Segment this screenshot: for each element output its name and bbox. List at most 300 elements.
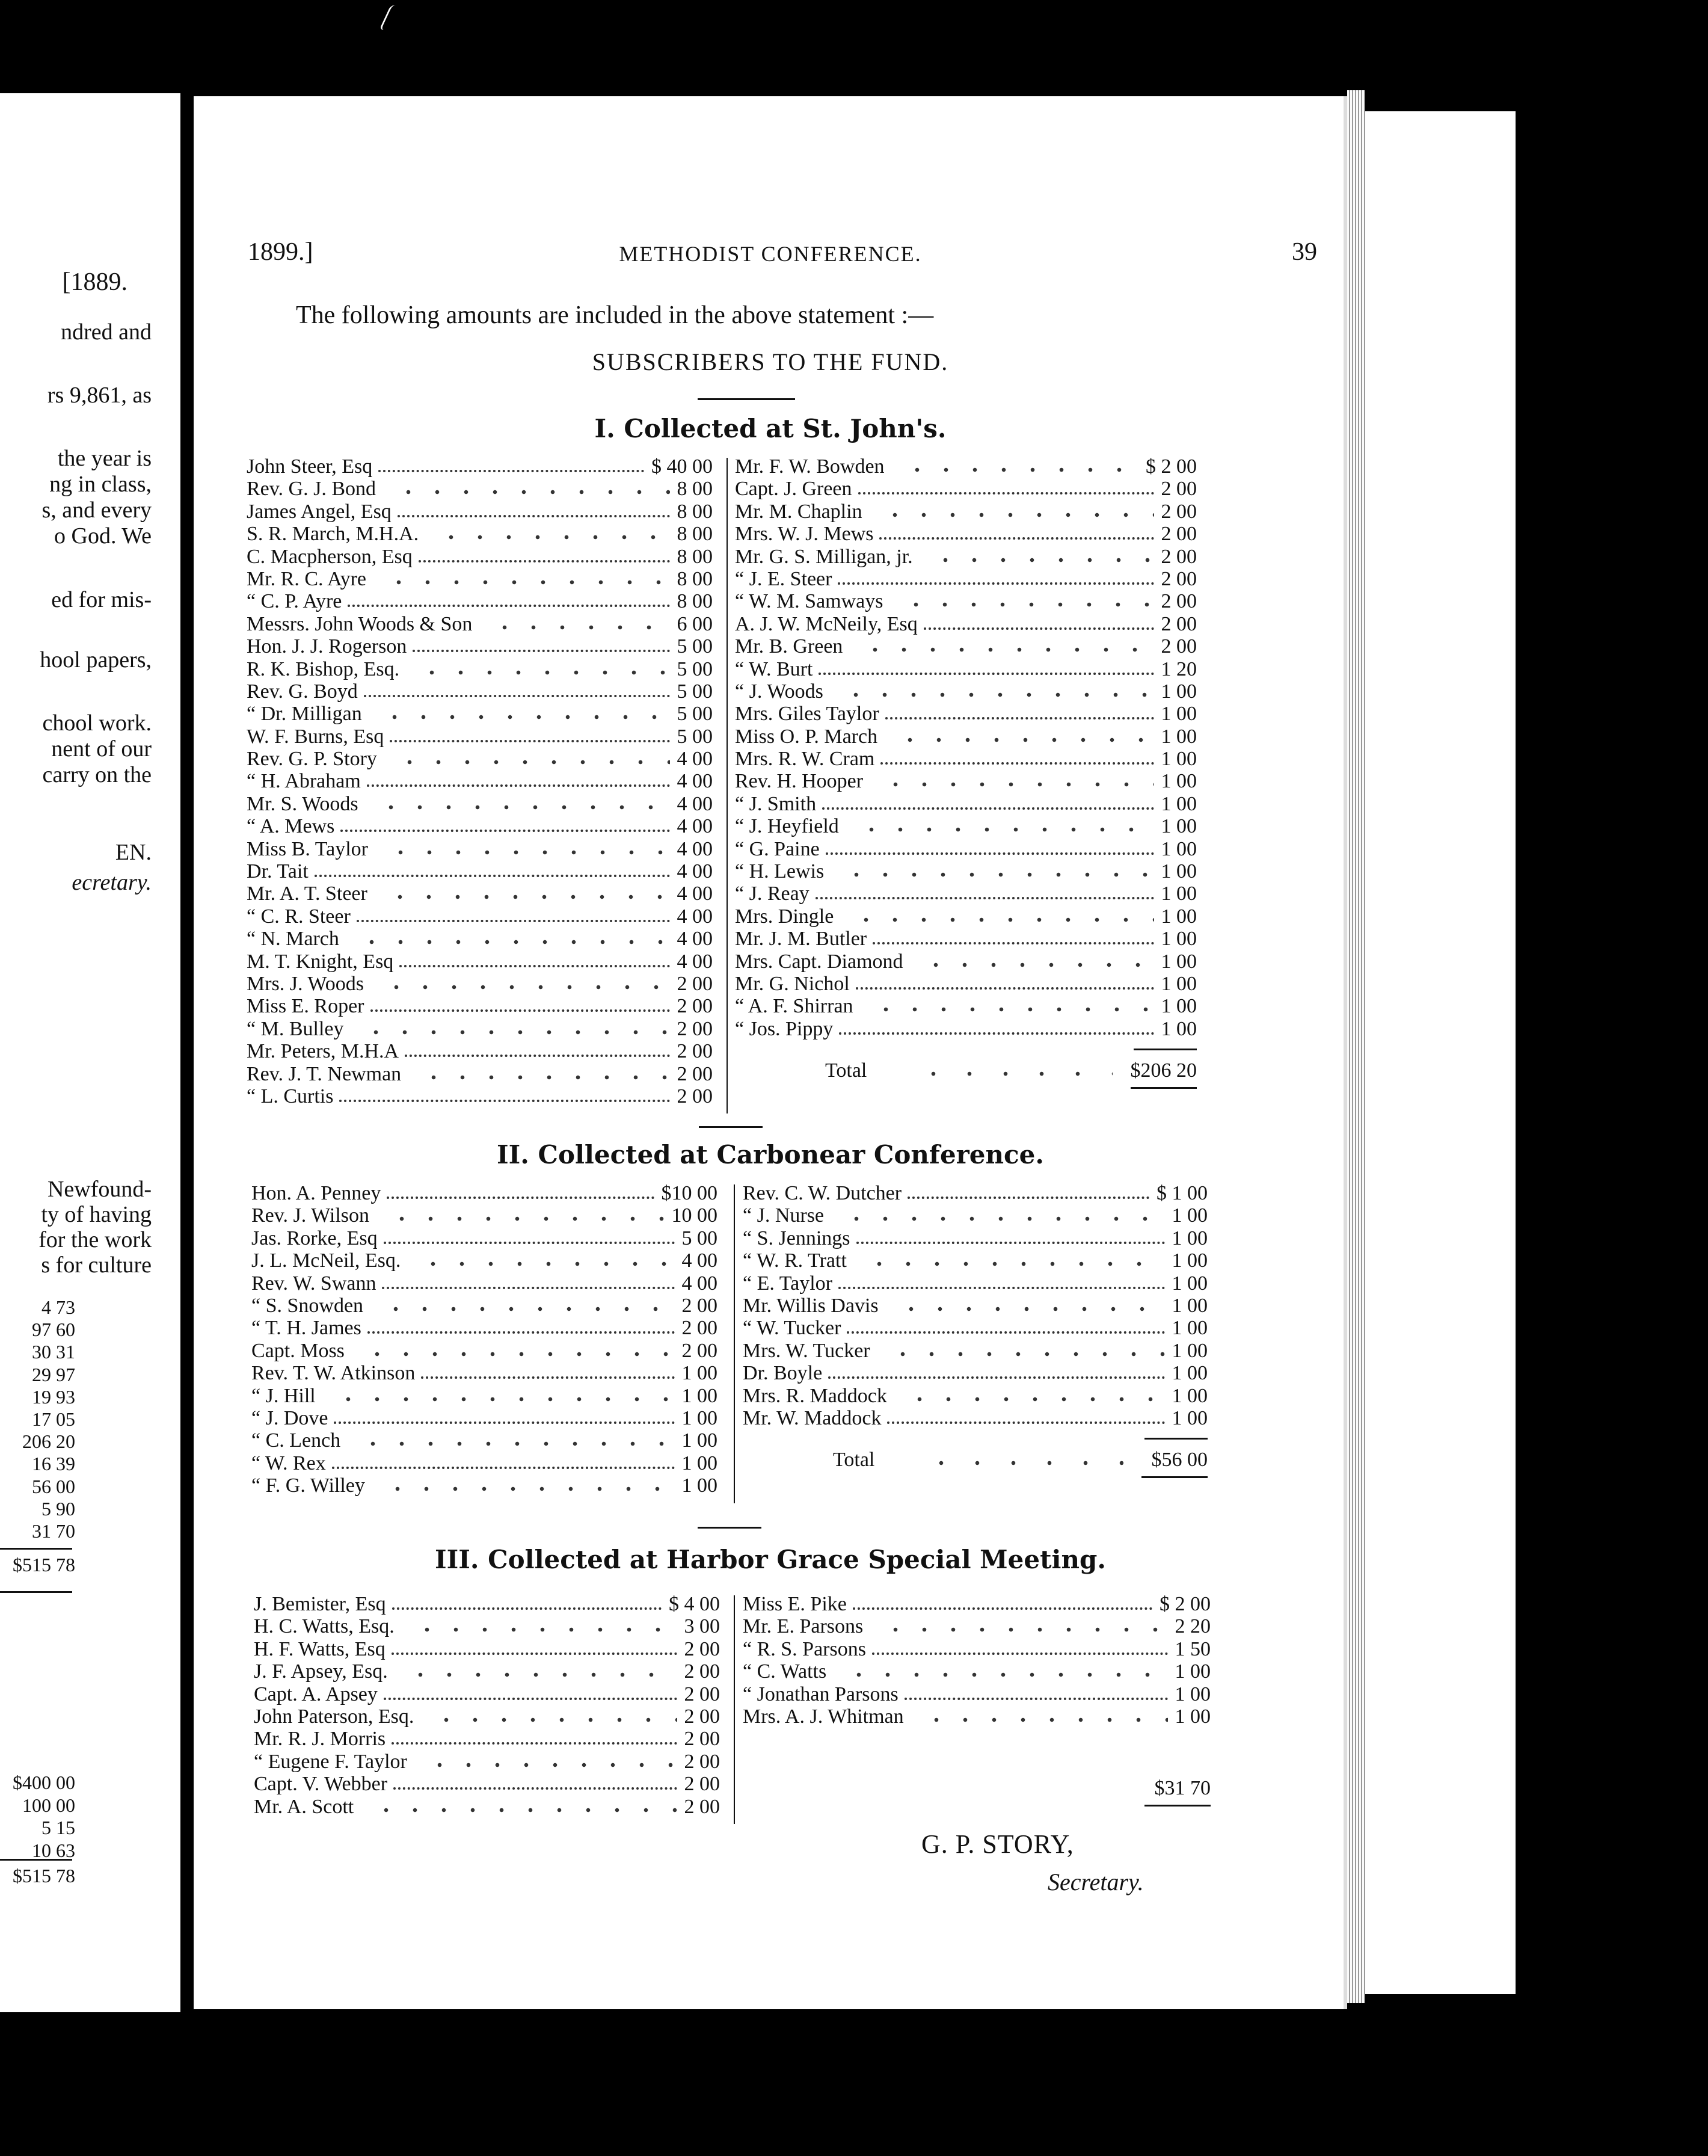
signature-role: Secretary.: [1048, 1868, 1144, 1896]
subscriber-name: H. F. Watts, Esq: [254, 1637, 386, 1660]
dot-leader: [924, 627, 1154, 630]
subscriber-name: “ J. E. Steer: [735, 567, 832, 590]
left-page-rule: [0, 1548, 72, 1550]
subscriber-row: [247, 815, 713, 837]
subscriber-amount: 1 00: [1161, 972, 1197, 995]
subscriber-row: [247, 905, 713, 928]
left-page-number: 30 31: [32, 1341, 75, 1363]
subscriber-row: [251, 1429, 717, 1452]
subscriber-row: [254, 1705, 720, 1728]
subscriber-row: [743, 1249, 1208, 1272]
subscriber-row: [254, 1615, 720, 1637]
subscriber-name: Mrs. W. J. Mews: [735, 523, 874, 546]
subscriber-name: Rev. J. Wilson: [251, 1204, 370, 1227]
left-page-rule: [0, 1591, 72, 1593]
subscriber-name: Mr. M. Chaplin: [735, 500, 862, 523]
subscriber-row: [735, 928, 1197, 950]
subscriber-row: [247, 1018, 713, 1040]
subscriber-amount: 5 00: [677, 658, 713, 680]
subscriber-amount: 4 00: [677, 837, 713, 860]
dot-leader: [315, 875, 670, 877]
section-total-row: [743, 1449, 1208, 1471]
dot-leader: [887, 1421, 1164, 1424]
left-page-text-line: Newfound-: [47, 1177, 152, 1202]
left-page-text-line: s for culture: [41, 1252, 152, 1278]
total-rule: [1141, 1476, 1208, 1478]
subscriber-row: [247, 568, 713, 590]
column-separator: [727, 458, 728, 1113]
scan-mark: [379, 5, 401, 30]
subscriber-row: [735, 635, 1197, 658]
subscriber-row: [735, 815, 1197, 837]
subscriber-row: [735, 995, 1197, 1017]
subscriber-amount: 5 00: [677, 703, 713, 725]
subscriber-row: [735, 613, 1197, 635]
subscriber-amount: 1 00: [681, 1406, 717, 1429]
subscriber-name: Rev. G. J. Bond: [247, 478, 376, 500]
dot-leader: [822, 807, 1154, 810]
subscriber-row: [247, 635, 713, 658]
subscriber-amount: 1 20: [1161, 658, 1197, 680]
dot-leader: [830, 1216, 1164, 1221]
left-page-number: $400 00: [13, 1772, 75, 1793]
subtitle: SUBSCRIBERS TO THE FUND.: [592, 348, 949, 375]
subscriber-row: [247, 928, 713, 950]
header-title: METHODIST CONFERENCE.: [619, 242, 922, 266]
subscriber-amount: 5 00: [677, 680, 713, 703]
subscriber-name: “ C. Watts: [743, 1660, 827, 1683]
subscriber-amount: 1 00: [681, 1384, 717, 1407]
subscriber-amount: $ 40 00: [651, 455, 713, 478]
subscriber-name: Mr. Willis Davis: [743, 1294, 879, 1317]
left-page-number: 31 70: [32, 1520, 75, 1542]
dot-leader: [869, 1627, 1167, 1632]
subscriber-row: [735, 500, 1197, 523]
subscriber-amount: 4 00: [677, 815, 713, 838]
dot-leader: [349, 1030, 669, 1035]
total-amount: $31 70: [1154, 1777, 1211, 1800]
subscriber-amount: 5 00: [677, 725, 713, 748]
dot-leader: [367, 1331, 675, 1334]
subscriber-row: [247, 1085, 713, 1107]
subscriber-row: [743, 1340, 1208, 1362]
dot-leader: [413, 1763, 677, 1767]
subscriber-name: “ S. Snowden: [251, 1294, 364, 1317]
total-label: Total: [825, 1059, 867, 1082]
dot-leader: [853, 1607, 1152, 1610]
dot-leader: [401, 1627, 677, 1632]
subscriber-amount: 4 00: [677, 860, 713, 883]
dot-leader: [829, 692, 1154, 697]
dot-leader: [364, 695, 670, 697]
dot-leader: [368, 715, 670, 719]
subscriber-row: [254, 1660, 720, 1683]
subscriber-row: [247, 658, 713, 680]
previous-page-fragment: [0, 93, 180, 2012]
total-amount: $56 00: [1151, 1449, 1208, 1471]
dot-leader: [387, 1197, 654, 1199]
subscriber-amount: 1 00: [1172, 1406, 1208, 1429]
left-page-text-line: rs 9,861, as: [47, 383, 152, 408]
subscriber-name: Mr. S. Woods: [247, 792, 358, 815]
dot-leader: [405, 670, 669, 675]
dot-leader: [840, 917, 1154, 922]
dot-leader: [392, 1607, 662, 1610]
dot-leader: [919, 558, 1154, 562]
subscriber-amount: 1 00: [1161, 882, 1197, 905]
dot-leader: [340, 830, 669, 832]
left-page-number: 16 39: [32, 1453, 75, 1475]
subscriber-row: [743, 1683, 1211, 1705]
dot-leader: [384, 1698, 677, 1700]
subscriber-name: Hon. A. Penney: [251, 1182, 381, 1204]
subscriber-amount: 4 00: [681, 1249, 717, 1272]
subscriber-name: Mr. F. W. Bowden: [735, 455, 885, 478]
left-page-number: 17 05: [32, 1408, 75, 1430]
subscriber-name: “ J. Dove: [251, 1406, 328, 1429]
subscriber-amount: 1 00: [1172, 1294, 1208, 1317]
total-rule: [1134, 1049, 1197, 1050]
subscriber-amount: 2 00: [677, 1085, 713, 1107]
total-rule: [1144, 1805, 1211, 1806]
subscriber-name: Miss O. P. March: [735, 725, 878, 748]
dot-leader: [828, 1376, 1164, 1379]
subscriber-name: Mrs. A. J. Whitman: [743, 1705, 904, 1728]
subscriber-name: “ W. Burt: [735, 658, 813, 680]
dot-leader: [421, 1376, 674, 1379]
subscriber-amount: 1 00: [1172, 1339, 1208, 1362]
left-page-total: $515 78: [13, 1554, 75, 1575]
left-page-number: 56 00: [32, 1475, 75, 1497]
left-page-number: 5 15: [41, 1817, 75, 1838]
subscriber-amount: 1 00: [1172, 1272, 1208, 1295]
subscriber-amount: 1 00: [1161, 1017, 1197, 1040]
left-page-total: $515 78: [13, 1865, 75, 1886]
subscriber-amount: 1 00: [1161, 837, 1197, 860]
dot-leader: [393, 1787, 677, 1790]
subscriber-name: Rev. J. T. Newman: [247, 1062, 402, 1085]
dot-leader: [891, 467, 1138, 472]
subscriber-amount: 4 00: [677, 792, 713, 815]
subscriber-amount: 2 00: [1161, 567, 1197, 590]
dot-leader: [885, 717, 1154, 719]
subscriber-row: [247, 613, 713, 635]
dot-leader: [847, 1331, 1164, 1334]
dot-leader: [856, 987, 1154, 990]
subscriber-row: [735, 523, 1197, 545]
left-page-text-line: ecretary.: [72, 870, 152, 895]
subscriber-amount: 4 00: [677, 905, 713, 928]
dot-leader: [420, 1717, 677, 1722]
subscriber-amount: 2 00: [677, 1040, 713, 1063]
subscriber-row: [247, 590, 713, 612]
subscriber-row: [743, 1638, 1211, 1660]
dot-leader: [838, 582, 1154, 585]
subscriber-row: [743, 1385, 1208, 1407]
subscriber-column-right: [743, 1182, 1208, 1429]
subscriber-name: “ T. H. James: [251, 1317, 361, 1340]
subscriber-row: [251, 1227, 717, 1249]
subscriber-row: [251, 1407, 717, 1429]
subscriber-amount: 1 00: [1172, 1249, 1208, 1272]
subscriber-amount: 4 00: [677, 928, 713, 950]
dot-leader: [370, 1009, 670, 1012]
subscriber-name: A. J. W. McNeily, Esq: [735, 612, 918, 635]
subscriber-name: “ J. Nurse: [743, 1204, 825, 1227]
left-page-number: 5 90: [41, 1497, 75, 1520]
total-rule: [1131, 1087, 1197, 1089]
subscriber-row: [247, 793, 713, 815]
dot-leader: [332, 1467, 675, 1469]
subscriber-amount: 3 00: [684, 1615, 720, 1638]
subscriber-amount: 2 00: [684, 1750, 720, 1773]
subscriber-amount: 6 00: [677, 612, 713, 635]
subscriber-name: Mr. A. Scott: [254, 1795, 354, 1818]
subscriber-amount: 2 00: [681, 1294, 717, 1317]
subscriber-name: John Paterson, Esq.: [254, 1705, 414, 1728]
subscriber-amount: 1 00: [1172, 1384, 1208, 1407]
subscriber-row: [735, 950, 1197, 973]
subscriber-row: [735, 680, 1197, 703]
dot-leader: [370, 985, 669, 990]
subscriber-row: [247, 546, 713, 568]
left-page-rule: [0, 1859, 72, 1861]
dot-leader: [348, 605, 669, 607]
subscriber-amount: 1 00: [1161, 860, 1197, 883]
dot-leader: [839, 1032, 1154, 1035]
subscriber-row: [247, 1040, 713, 1062]
subscriber-row: [743, 1362, 1208, 1384]
dot-leader: [819, 673, 1154, 675]
subscriber-row: [251, 1385, 717, 1407]
dot-leader: [407, 1261, 674, 1266]
subscriber-row: [735, 1018, 1197, 1040]
subscriber-amount: 2 00: [681, 1339, 717, 1362]
left-page-number: 10 63: [32, 1839, 75, 1861]
dot-leader: [369, 1307, 674, 1311]
left-page-text-line: s, and every: [41, 497, 152, 523]
subscriber-row: [735, 568, 1197, 590]
subscriber-name: “ Eugene F. Taylor: [254, 1750, 407, 1773]
subscriber-row: [735, 703, 1197, 725]
subscriber-name: Mrs. R. Maddock: [743, 1384, 887, 1407]
subscriber-name: Capt. J. Green: [735, 478, 852, 500]
subscriber-name: C. Macpherson, Esq: [247, 545, 413, 568]
dot-leader: [876, 1352, 1165, 1357]
left-page-text-line: ng in class,: [49, 472, 152, 497]
left-page-number: 19 93: [32, 1385, 75, 1408]
subscriber-name: “ M. Bulley: [247, 1017, 344, 1040]
subscriber-amount: 4 00: [681, 1272, 717, 1295]
left-page-text-line: chool work.: [42, 710, 152, 736]
subscriber-row: [251, 1249, 717, 1272]
subscriber-amount: 1 00: [1161, 748, 1197, 771]
subscriber-row: [254, 1638, 720, 1660]
subscriber-amount: 1 00: [1161, 928, 1197, 950]
total-amount: $206 20: [1130, 1059, 1197, 1082]
column-separator: [734, 1595, 735, 1824]
dot-leader: [879, 537, 1154, 540]
subscriber-name: “ L. Curtis: [247, 1085, 334, 1107]
dot-leader: [375, 1216, 664, 1221]
left-page-text-line: ty of having: [41, 1202, 152, 1227]
subscriber-amount: 5 00: [681, 1227, 717, 1249]
subscriber-amount: 1 00: [1161, 703, 1197, 725]
subscriber-amount: 8 00: [677, 590, 713, 613]
dot-leader: [398, 515, 670, 517]
subscriber-amount: 10 00: [671, 1204, 717, 1227]
dot-leader: [905, 1698, 1168, 1700]
subscriber-amount: 2 00: [1161, 590, 1197, 613]
subscriber-row: [247, 680, 713, 703]
subscriber-amount: 1 00: [1175, 1683, 1211, 1705]
left-page-text-line: ed for mis-: [51, 587, 152, 612]
section-heading: II. Collected at Carbonear Conference.: [497, 1140, 1044, 1169]
dot-leader: [869, 782, 1154, 787]
dot-leader: [390, 740, 669, 742]
subscriber-amount: 2 00: [684, 1728, 720, 1751]
subscriber-amount: 1 00: [1161, 725, 1197, 748]
subscriber-row: [251, 1452, 717, 1474]
dot-leader: [889, 602, 1154, 607]
dot-leader: [351, 1352, 675, 1357]
subscriber-name: W. F. Burns, Esq: [247, 725, 384, 748]
dot-leader: [883, 738, 1154, 742]
subscriber-column-left: [254, 1593, 720, 1818]
dot-leader: [873, 942, 1154, 944]
subscriber-name: Rev. H. Hooper: [735, 770, 864, 793]
subscriber-row: [254, 1751, 720, 1773]
subscriber-amount: 1 00: [1172, 1204, 1208, 1227]
dot-leader: [868, 513, 1154, 517]
section-total-row: [743, 1777, 1211, 1799]
subscriber-amount: 1 00: [1161, 995, 1197, 1018]
dot-leader: [816, 897, 1154, 899]
subscriber-name: Mr. J. M. Butler: [735, 928, 867, 950]
subscriber-amount: 2 00: [684, 1683, 720, 1705]
dot-leader: [413, 650, 669, 652]
dot-leader: [838, 1287, 1165, 1289]
subscriber-name: Mr. R. J. Morris: [254, 1728, 386, 1751]
left-page-text-line: carry on the: [42, 762, 152, 787]
subscriber-name: “ C. Lench: [251, 1429, 341, 1452]
subscriber-row: [735, 590, 1197, 612]
section-total-row: [735, 1059, 1197, 1082]
dot-leader: [478, 625, 669, 630]
subscriber-name: Mr. R. C. Ayre: [247, 567, 367, 590]
dot-leader: [367, 784, 670, 787]
subscriber-name: Mrs. Dingle: [735, 905, 834, 928]
subscriber-name: “ Dr. Milligan: [247, 703, 362, 725]
subscriber-name: Mr. B. Green: [735, 635, 843, 658]
left-page-text-line: hool papers,: [40, 647, 152, 673]
subscriber-amount: $10 00: [661, 1182, 717, 1204]
subscriber-name: Hon. J. J. Rogerson: [247, 635, 407, 658]
subscriber-row: [247, 882, 713, 905]
dot-leader: [360, 1808, 677, 1813]
subscriber-row: [247, 455, 713, 478]
subscriber-row: [735, 860, 1197, 882]
dot-leader: [915, 1071, 1113, 1076]
subscriber-row: [735, 478, 1197, 500]
subscriber-row: [735, 770, 1197, 792]
subscriber-name: “ S. Jennings: [743, 1227, 850, 1249]
page-number: 39: [1292, 238, 1317, 266]
subscriber-name: Rev. C. W. Dutcher: [743, 1182, 902, 1204]
subscriber-row: [743, 1204, 1208, 1227]
subscriber-name: Jas. Rorke, Esq: [251, 1227, 378, 1249]
subscriber-name: “ Jos. Pippy: [735, 1017, 834, 1040]
subscriber-row: [743, 1593, 1211, 1615]
dot-leader: [357, 920, 670, 922]
subscriber-amount: 8 00: [677, 478, 713, 500]
subscriber-amount: 1 00: [1161, 680, 1197, 703]
subscriber-name: “ E. Taylor: [743, 1272, 832, 1295]
dot-leader: [832, 1672, 1167, 1677]
dot-leader: [364, 805, 670, 810]
subscriber-amount: 4 00: [677, 882, 713, 905]
dot-leader: [378, 470, 644, 472]
subscriber-amount: 2 00: [677, 1017, 713, 1040]
subscriber-row: [247, 838, 713, 860]
subscriber-name: Mr. G. S. Milligan, jr.: [735, 545, 913, 568]
subscriber-name: “ W. M. Samways: [735, 590, 883, 613]
dot-leader: [419, 560, 670, 562]
subscriber-name: Dr. Boyle: [743, 1362, 823, 1385]
subscriber-name: Rev. W. Swann: [251, 1272, 376, 1295]
dot-leader: [910, 1717, 1168, 1722]
subscriber-row: [254, 1796, 720, 1818]
dot-leader: [405, 1055, 669, 1057]
dot-leader: [399, 965, 669, 967]
dot-leader: [382, 490, 669, 494]
left-page-text-line: EN.: [115, 840, 152, 865]
subscriber-column-right: [743, 1593, 1211, 1728]
subscriber-amount: 2 00: [677, 972, 713, 995]
subscriber-amount: 2 00: [684, 1660, 720, 1683]
subscriber-name: Miss E. Pike: [743, 1593, 847, 1615]
subscriber-row: [247, 1063, 713, 1085]
subscriber-amount: 1 50: [1175, 1637, 1211, 1660]
subscriber-name: Capt. A. Apsey: [254, 1683, 378, 1705]
subscriber-name: John Steer, Esq: [247, 455, 373, 478]
subscriber-row: [254, 1593, 720, 1615]
subscriber-name: Mr. Peters, M.H.A: [247, 1040, 399, 1063]
left-page-text-line: for the work: [38, 1227, 152, 1252]
subscriber-row: [735, 658, 1197, 680]
dot-leader: [346, 1441, 674, 1446]
subscriber-row: [743, 1615, 1211, 1637]
section-divider: [698, 1527, 761, 1529]
signature-name: G. P. STORY,: [921, 1829, 1074, 1859]
subscriber-row: [251, 1182, 717, 1204]
subscriber-row: [743, 1317, 1208, 1339]
dot-leader: [371, 1486, 675, 1491]
subscriber-amount: 1 00: [681, 1474, 717, 1497]
dot-leader: [856, 1242, 1165, 1244]
subscriber-row: [247, 500, 713, 523]
subscriber-row: [251, 1272, 717, 1295]
subscriber-name: Miss E. Roper: [247, 995, 364, 1018]
subscriber-amount: $ 2 00: [1146, 455, 1197, 478]
subscriber-row: [251, 1474, 717, 1497]
subscriber-row: [247, 995, 713, 1017]
subscriber-row: [743, 1295, 1208, 1317]
subscriber-amount: 2 00: [681, 1317, 717, 1340]
subscriber-name: Capt. Moss: [251, 1339, 345, 1362]
subscriber-name: Messrs. John Woods & Son: [247, 612, 473, 635]
page-edges: [1347, 90, 1365, 2003]
